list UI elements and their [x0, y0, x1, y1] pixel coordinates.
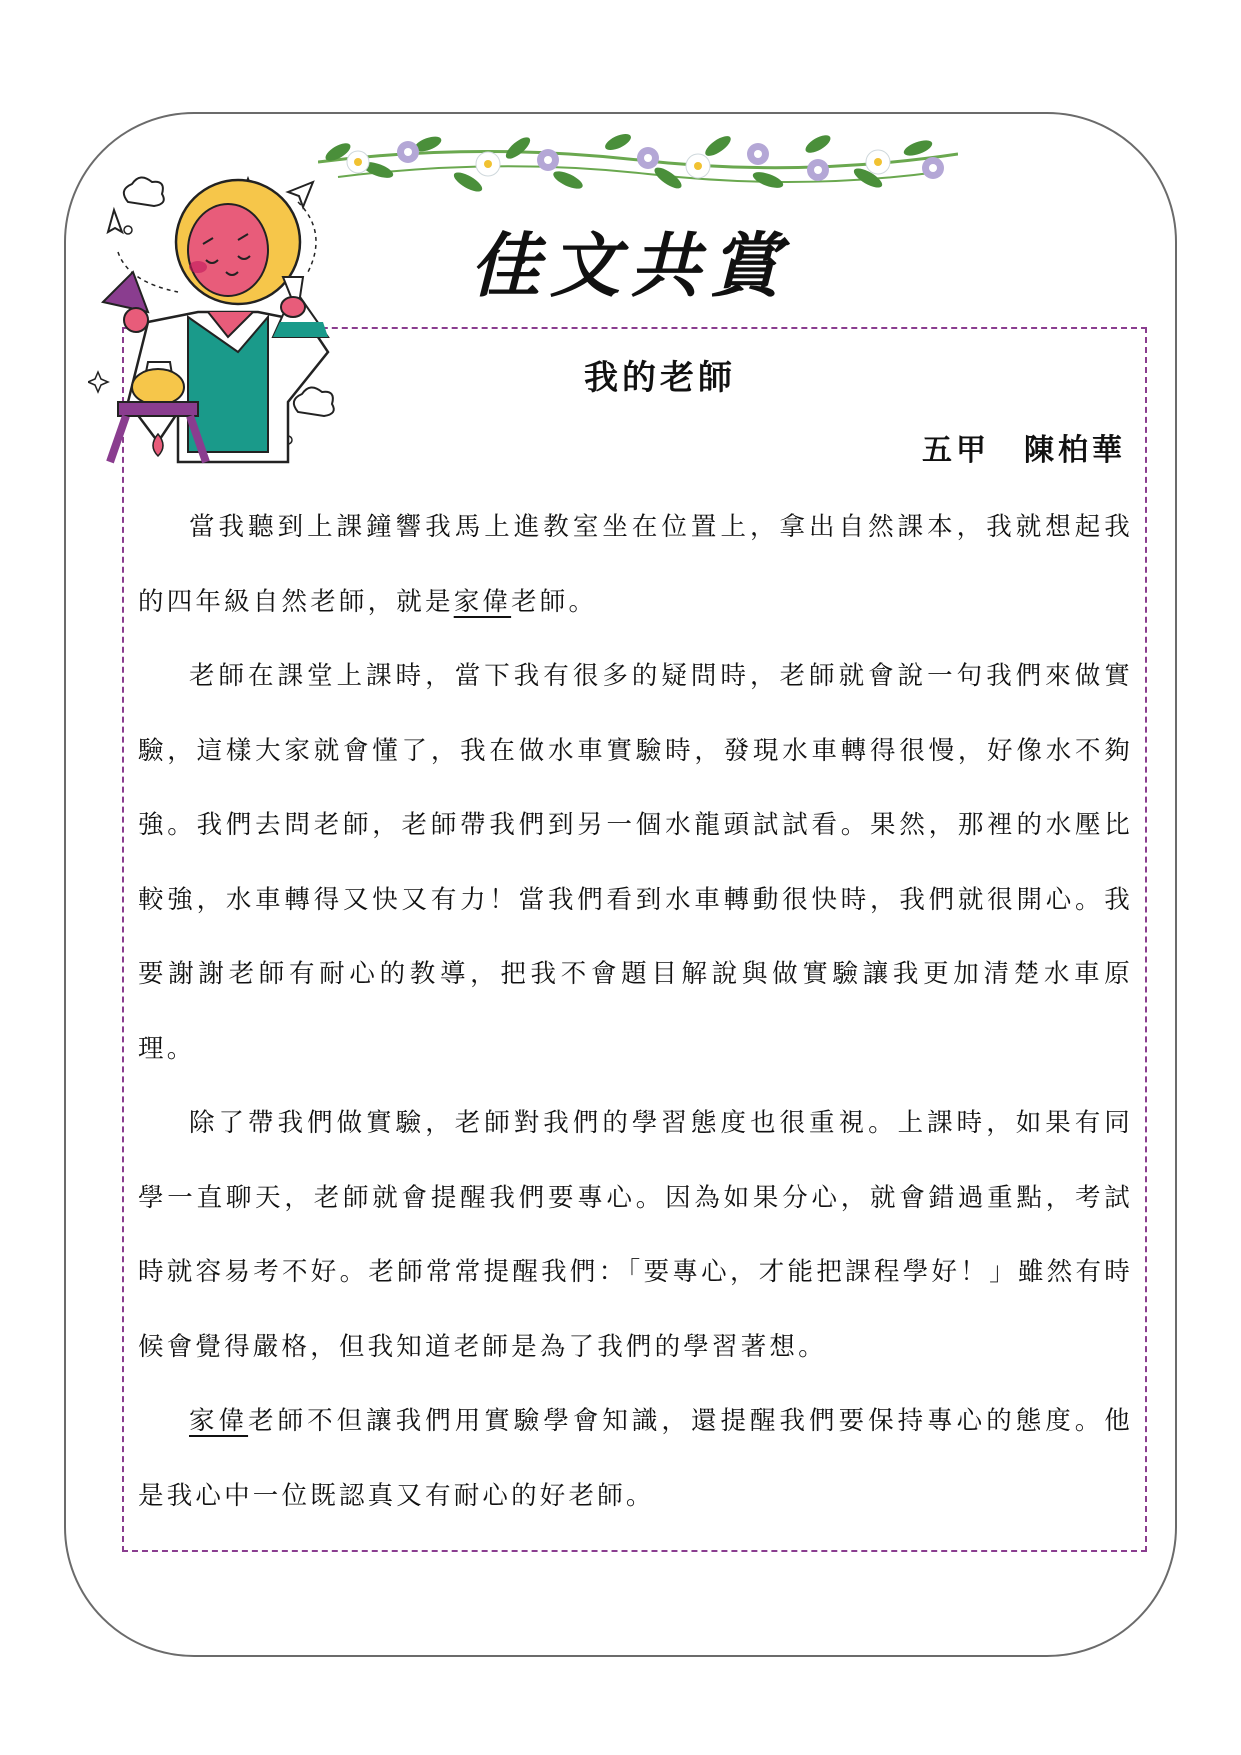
- teacher-name: 家偉: [453, 586, 512, 617]
- banner-title: 佳文共賞: [470, 225, 790, 307]
- teacher-name: 家偉: [189, 1406, 249, 1436]
- essay-paragraph: 除了帶我們做實驗，老師對我們的學習態度也很重視。上課時，如果有同學一直聊天，老師就會提醒我們要專心。因為如果分心，就會錯過重點，考試時就容易考不好。老師常常提醒我們：「要專心，才能把課程學好！」雖然有時候會覺得嚴格，但我知道老師是為了我們的學習著想。: [138, 1108, 1133, 1362]
- paragraph-text: 老師。: [511, 586, 598, 617]
- essay-paragraph: 老師在課堂上課時，當下我有很多的疑問時，老師就會說一句我們來做實驗，這樣大家就會懂了，我在做水車實驗時，發現水車轉得很慢，好像水不夠強。我們去問老師，老師帶我們到另一個水龍頭試試看。果然，那裡的水壓比較強，水車轉得又快又有力！當我們看到水車轉動很快時，我們就很開心。我要謝謝老師有耐心的教導，把我不會題目解說與做實驗讓我更加清楚水車原理。: [138, 661, 1133, 1064]
- essay-author: 五甲 陳柏華: [922, 433, 1126, 468]
- flower-garland-icon: [318, 122, 958, 212]
- scientist-illustration-icon: [88, 172, 388, 492]
- paragraph-text: 老師不但讓我們用實驗學會知識，還提醒我們要保持專心的態度。他是我心中一位既認真又有耐心的好老師。: [138, 1406, 1133, 1511]
- essay-title: 我的老師: [584, 358, 736, 398]
- essay-body: [138, 490, 1133, 1533]
- essay-paragraph: [138, 490, 1133, 639]
- essay-paragraph: [138, 1384, 1133, 1533]
- paragraph-text: 當我聽到上課鐘響我馬上進教室坐在位置上，拿出自然課本，我就想起我的四年級自然老師，就是: [138, 512, 1133, 617]
